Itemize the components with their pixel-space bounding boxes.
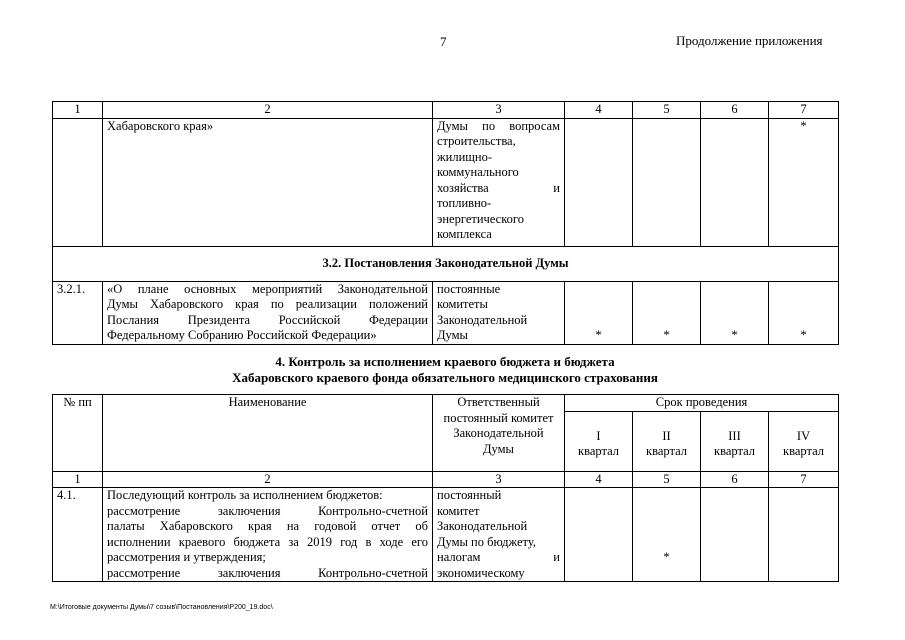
quarter-3-cell — [701, 118, 769, 246]
col-num-6: 6 — [701, 471, 769, 488]
quarter-4-cell: * — [769, 118, 839, 246]
committee-line: Думы — [437, 328, 468, 342]
committee-line: хозяйства и — [437, 180, 560, 195]
committee-line: строительства, — [437, 134, 516, 148]
footer-file-path: M:\Итоговые документы Думы\7 созыв\Постановления\P200_19.doc\ — [50, 604, 273, 611]
committee-line: энергетического — [437, 211, 524, 226]
quarter-3-cell — [701, 488, 769, 582]
committee-line: Думы по бюджету, — [437, 534, 536, 549]
committee-line: экономическому — [437, 565, 525, 580]
committee-line: Законодательной — [437, 519, 528, 533]
table-row — [53, 118, 839, 246]
name-line: рассмотрения и утверждения; — [107, 550, 266, 564]
header-row — [53, 395, 839, 412]
committee-line: постоянные — [437, 281, 501, 296]
header-term: Срок проведения — [565, 395, 839, 412]
header-continuation: Продолжение приложения — [676, 33, 823, 48]
quarter-2-cell — [633, 118, 701, 246]
col-num-6: 6 — [701, 102, 769, 119]
header-committee: Ответственный постоянный комитет Законодательной Думы — [433, 395, 565, 472]
quarter-1-cell — [565, 118, 633, 246]
header-quarter-2 — [633, 411, 701, 471]
plan-table-continued — [52, 101, 839, 345]
header-quarter-4 — [769, 411, 839, 471]
column-number-row — [53, 471, 839, 488]
quarter-word: квартал — [578, 444, 619, 458]
quarter-4-cell — [769, 488, 839, 582]
committee-line: коммунального — [437, 165, 519, 179]
name-line: рассмотрение заключения Контрольно-счетной — [107, 503, 428, 518]
header-num: № пп — [53, 395, 103, 472]
section-heading-row — [53, 246, 839, 281]
name-line: исполнении краевого бюджета за 2019 год в ходе его — [107, 534, 428, 549]
col-num-7: 7 — [769, 102, 839, 119]
quarter-roman: IV — [796, 428, 811, 443]
committee-line: постоянный — [437, 488, 502, 502]
name-line: «О плане основных мероприятий Законодательной — [107, 281, 428, 296]
col-num-3: 3 — [433, 471, 565, 488]
col-num-5: 5 — [633, 102, 701, 119]
quarter-1-cell: * — [565, 281, 633, 344]
row-num-cell: 4.1. — [53, 488, 103, 582]
name-line: палаты Хабаровского края на годовой отчет об — [107, 519, 428, 533]
committee-line: топливно- — [437, 196, 492, 210]
header-name: Наименование — [103, 395, 433, 472]
name-line: Последующий контроль за исполнением бюджетов: — [107, 488, 383, 502]
col-num-2: 2 — [103, 471, 433, 488]
committee-line: комплекса — [437, 227, 492, 241]
committee-line: жилищно- — [437, 149, 492, 164]
quarter-roman: III — [728, 428, 741, 443]
row-name-cell — [103, 488, 433, 582]
section-title-line: Хабаровского краевого фонда обязательного медицинского страхования — [232, 370, 658, 385]
quarter-roman: I — [596, 428, 601, 443]
page-number: 7 — [440, 34, 447, 49]
table-row — [53, 488, 839, 582]
budget-control-table — [52, 394, 839, 582]
committee-line: комитеты — [437, 297, 488, 311]
column-number-row — [53, 102, 839, 119]
quarter-word: квартал — [714, 444, 755, 458]
committee-line: налогам и — [437, 550, 560, 564]
quarter-4-cell: * — [769, 281, 839, 344]
section-title-line: 4. Контроль за исполнением краевого бюджета и бюджета — [275, 354, 615, 369]
section-heading: 3.2. Постановления Законодательной Думы — [53, 246, 839, 281]
col-num-7: 7 — [769, 471, 839, 488]
header-quarter-1 — [565, 411, 633, 471]
row-committee-cell — [433, 488, 565, 582]
col-num-1: 1 — [53, 102, 103, 119]
col-num-4: 4 — [565, 471, 633, 488]
row-name-cell — [103, 281, 433, 344]
quarter-word: квартал — [646, 444, 687, 458]
quarter-2-cell: * — [633, 281, 701, 344]
committee-line: Думы по вопросам — [437, 118, 560, 133]
header-quarter-3 — [701, 411, 769, 471]
col-num-1: 1 — [53, 471, 103, 488]
row-num-cell — [53, 118, 103, 246]
col-num-4: 4 — [565, 102, 633, 119]
col-num-5: 5 — [633, 471, 701, 488]
committee-line: Законодательной — [437, 312, 528, 327]
quarter-1-cell — [565, 488, 633, 582]
name-line: Думы Хабаровского края по реализации положений — [107, 297, 428, 311]
committee-line: комитет — [437, 503, 480, 518]
col-num-2: 2 — [103, 102, 433, 119]
name-line: Федеральному Собранию Российской Федерации» — [107, 328, 377, 342]
row-committee-cell — [433, 118, 565, 246]
quarter-word: квартал — [783, 444, 824, 458]
row-committee-cell — [433, 281, 565, 344]
quarter-roman: II — [662, 428, 671, 443]
col-num-3: 3 — [433, 102, 565, 119]
quarter-3-cell: * — [701, 281, 769, 344]
name-line: Хабаровского края» — [107, 118, 214, 133]
quarter-2-cell: * — [633, 488, 701, 582]
name-line: Послания Президента Российской Федерации — [107, 312, 428, 327]
row-num-cell: 3.2.1. — [53, 281, 103, 344]
name-line: рассмотрение заключения Контрольно-счетной — [107, 565, 428, 580]
table-row — [53, 281, 839, 344]
row-name-cell — [103, 118, 433, 246]
section-4-title — [52, 354, 838, 386]
